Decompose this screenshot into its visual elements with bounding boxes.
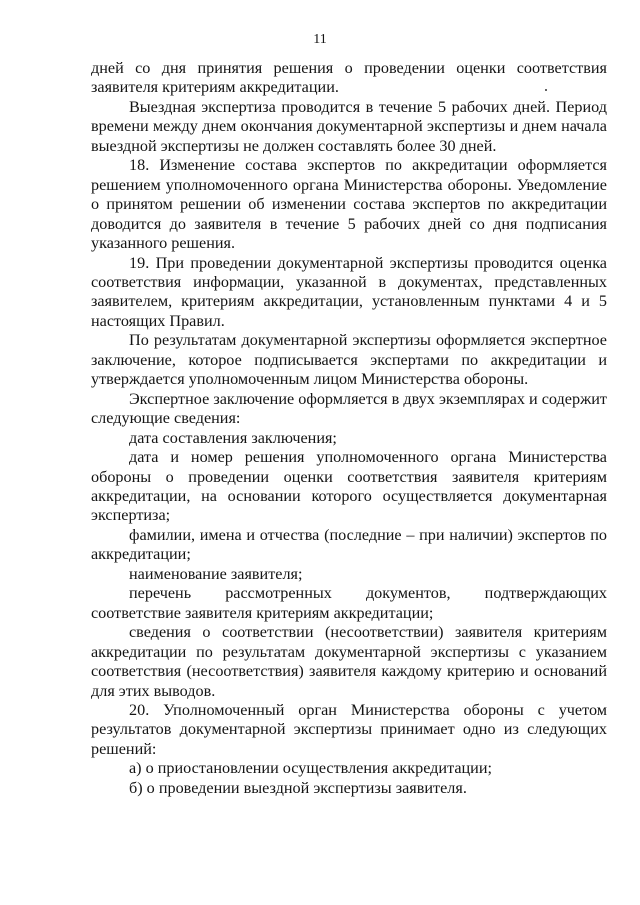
paragraph-item-20: 20. Уполномоченный орган Министерства обороны с учетом результатов документарной экспертизы принимает одно из следующих решений: [91, 700, 607, 758]
body-text [91, 59, 607, 798]
paragraph-expert-conclusion: По результатам документарной экспертизы оформляется экспертное заключение, которое подписывается экспертами по аккредитации и утверждается уполномоченным лицом Министерства обороны. [91, 331, 607, 389]
list-item-applicant-name: наименование заявителя; [129, 564, 303, 583]
list-item-decision-b: б) о проведении выездной экспертизы заявителя. [129, 778, 467, 797]
paragraph-item-19: 19. При проведении документарной экспертизы проводится оценка соответствия информации, указанной в документах, представленных заявителем, критериям аккредитации, установленным пунктами 4 и 5 настоящих Правил. [91, 253, 607, 330]
list-item-documents-list: перечень рассмотренных документов, подтверждающих соответствие заявителя критериям аккредитации; [91, 584, 607, 622]
list-item-conclusion-date: дата составления заключения; [129, 428, 337, 447]
paragraph-conclusion-contents: Экспертное заключение оформляется в двух экземплярах и содержит следующие сведения: [91, 389, 607, 428]
scan-speck [545, 89, 547, 91]
paragraph-continuation: дней со дня принятия решения о проведении оценки соответствия заявителя критериям аккредитации. [91, 59, 607, 97]
list-item-expert-names: фамилии, имена и отчества (последние – при наличии) экспертов по аккредитации; [91, 525, 607, 564]
list-item-compliance-info: сведения о соответствии (несоответствии) заявителя критериям аккредитации по результатам документарной экспертизы с указанием соответствия (несоответствия) заявителя каждому критерию и оснований для этих выводов. [91, 623, 607, 700]
paragraph-item-18: 18. Изменение состава экспертов по аккредитации оформляется решением уполномоченного органа Министерства обороны. Уведомление о принятом решении об изменении состава экспертов по аккредитации доводится до заявителя в течение 5 рабочих дней со дня подписания указанного решения. [91, 156, 607, 253]
list-item-decision-date-number: дата и номер решения уполномоченного органа Министерства обороны о проведении оценки соответствия заявителя критериям аккредитации, на основании которого осуществляется документарная экспертиза; [91, 448, 607, 525]
page-number: 11 [313, 32, 327, 47]
paragraph-onsite-expertise-duration: Выездная экспертиза проводится в течение 5 рабочих дней. Период времени между днем окончания документарной экспертизы и днем начала выездной экспертизы не должен составлять более 30 дней. [91, 97, 607, 155]
list-item-decision-a: а) о приостановлении осуществления аккредитации; [129, 759, 493, 778]
